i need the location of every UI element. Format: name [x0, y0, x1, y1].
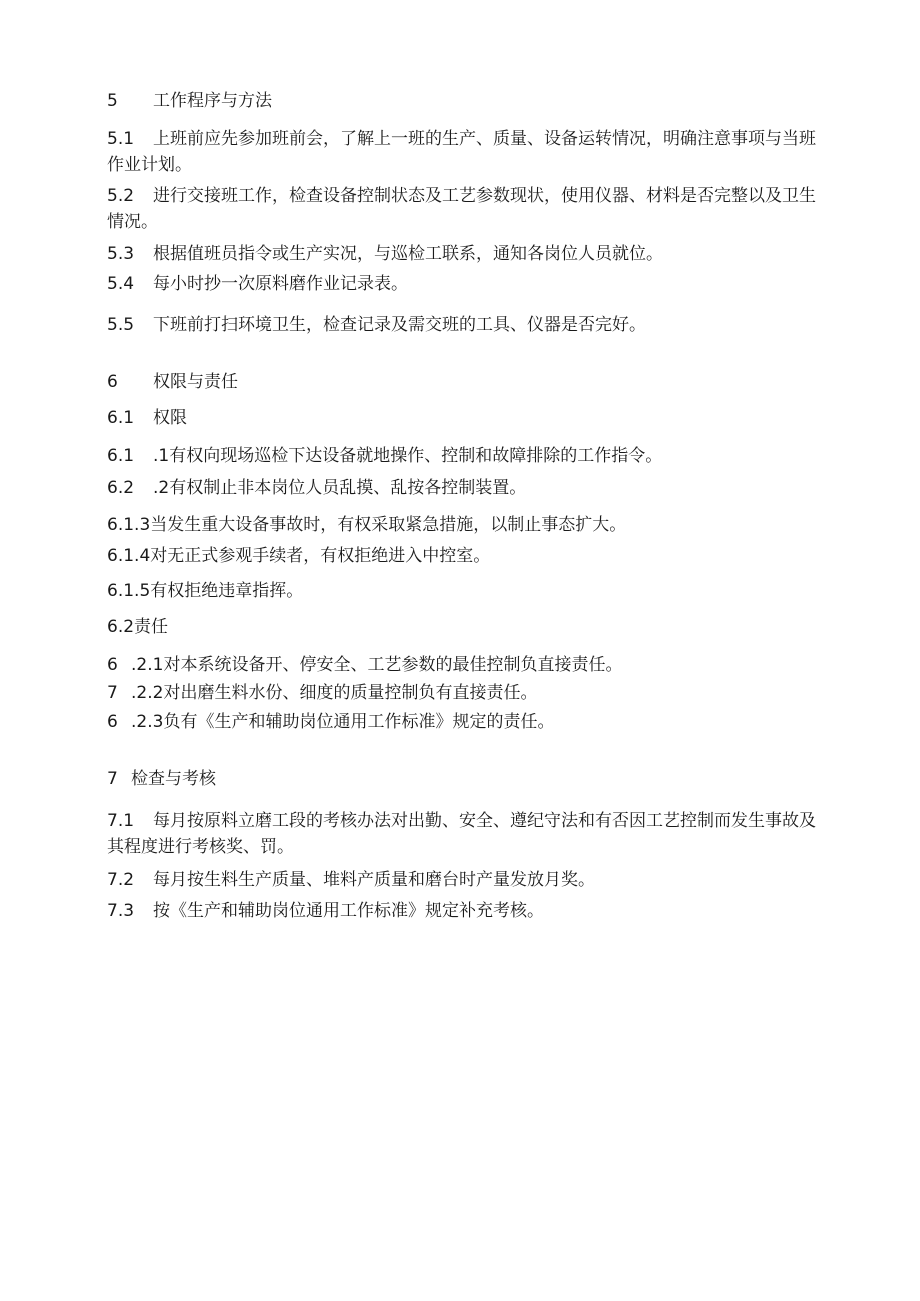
paragraph-6-1-3 [107, 512, 819, 538]
item-number: 7.1 [107, 811, 135, 831]
paragraph-5-3 [107, 241, 819, 267]
item-text: .2.3负有《生产和辅助岗位通用工作标准》规定的责任。 [131, 712, 555, 732]
paragraph-6-1-5 [107, 578, 819, 604]
item-text: .2.1对本系统设备开、停安全、工艺参数的最佳控制负直接责任。 [131, 655, 623, 675]
paragraph-5-1 [107, 126, 819, 178]
section-6-heading [107, 369, 819, 395]
paragraph-6-2-3 [107, 709, 819, 735]
item-number: 7 [107, 683, 118, 703]
item-text: .2有权制止非本岗位人员乱摸、乱按各控制装置。 [153, 478, 527, 498]
paragraph-7-3 [107, 898, 819, 924]
item-number: 7.3 [107, 901, 135, 921]
item-number: 5.2 [107, 186, 135, 206]
section-title: 工作程序与方法 [153, 91, 272, 111]
item-number: 7.2 [107, 870, 135, 890]
section-7-heading [107, 766, 819, 792]
paragraph-6-1-1 [107, 443, 819, 469]
subsection-6-2-heading [107, 614, 819, 640]
section-5-heading [107, 88, 819, 114]
paragraph-6-1-2 [107, 475, 819, 501]
item-text: 每小时抄一次原料磨作业记录表。 [153, 274, 408, 294]
paragraph-5-2 [107, 183, 819, 235]
item-number: 6.2 [107, 478, 135, 498]
section-number: 7 [107, 769, 118, 789]
item-text: 进行交接班工作，检查设备控制状态及工艺参数现状，使用仪器、材料是否完整以及卫生情况。 [107, 186, 816, 232]
section-number: 5 [107, 91, 118, 111]
item-text: 根据值班员指令或生产实况，与巡检工联系，通知各岗位人员就位。 [153, 244, 663, 264]
item-text: 6.1.5有权拒绝违章指挥。 [107, 581, 304, 601]
item-number: 5.1 [107, 129, 135, 149]
item-number: 5.5 [107, 315, 135, 335]
paragraph-6-1-4 [107, 543, 819, 569]
section-title: 检查与考核 [131, 769, 216, 789]
item-text: 下班前打扫环境卫生，检查记录及需交班的工具、仪器是否完好。 [153, 315, 646, 335]
paragraph-6-2-2 [107, 680, 819, 706]
item-number: 6.1 [107, 408, 135, 428]
item-text: 6.1.3当发生重大设备事故时，有权采取紧急措施，以制止事态扩大。 [107, 515, 627, 535]
paragraph-7-2 [107, 867, 819, 893]
subsection-6-1-heading [107, 405, 819, 431]
item-number: 6 [107, 655, 118, 675]
paragraph-5-5 [107, 312, 819, 338]
section-number: 6 [107, 372, 118, 392]
item-text: 每月按原料立磨工段的考核办法对出勤、安全、遵纪守法和有否因工艺控制而发生事故及其程度进行考核奖、罚。 [107, 811, 816, 857]
item-text: 6.1.4对无正式参观手续者，有权拒绝进入中控室。 [107, 546, 491, 566]
item-number: 5.4 [107, 274, 135, 294]
paragraph-6-2-1 [107, 652, 819, 678]
item-number: 6.1 [107, 446, 135, 466]
item-text: 6.2责任 [107, 617, 169, 637]
item-text: .2.2对出磨生料水份、细度的质量控制负有直接责任。 [131, 683, 538, 703]
paragraph-7-1 [107, 808, 819, 860]
section-title: 权限与责任 [153, 372, 238, 392]
item-text: 按《生产和辅助岗位通用工作标准》规定补充考核。 [153, 901, 544, 921]
item-number: 6 [107, 712, 118, 732]
item-number: 5.3 [107, 244, 135, 264]
paragraph-5-4 [107, 271, 819, 297]
item-text: 权限 [153, 408, 187, 428]
item-text: .1有权向现场巡检下达设备就地操作、控制和故障排除的工作指令。 [153, 446, 663, 466]
item-text: 上班前应先参加班前会，了解上一班的生产、质量、设备运转情况，明确注意事项与当班作业计划。 [107, 129, 816, 175]
item-text: 每月按生料生产质量、堆料产质量和磨台时产量发放月奖。 [153, 870, 595, 890]
